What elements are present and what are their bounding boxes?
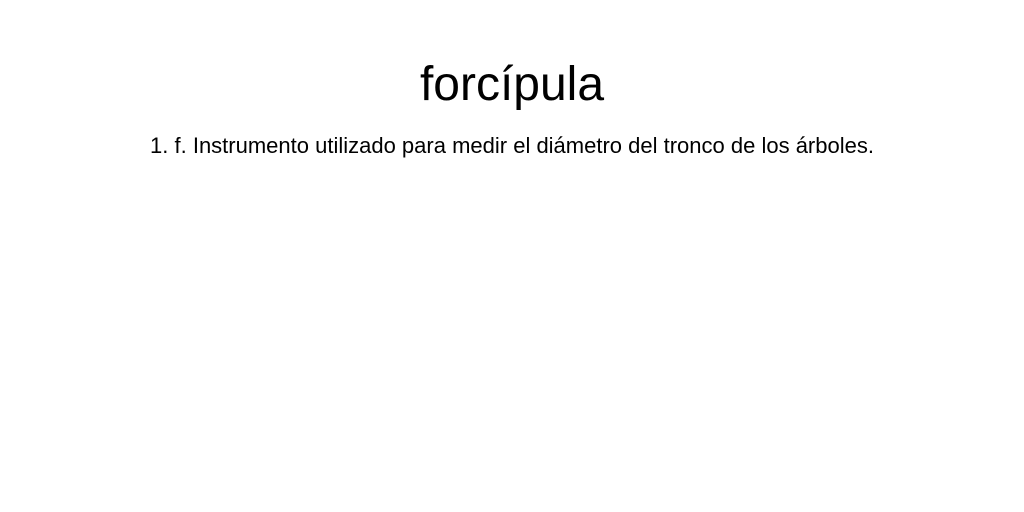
entry-definition: 1. f. Instrumento utilizado para medir el diámetro del tronco de los árboles.	[150, 133, 874, 158]
entry-term: forcípula	[419, 58, 605, 111]
